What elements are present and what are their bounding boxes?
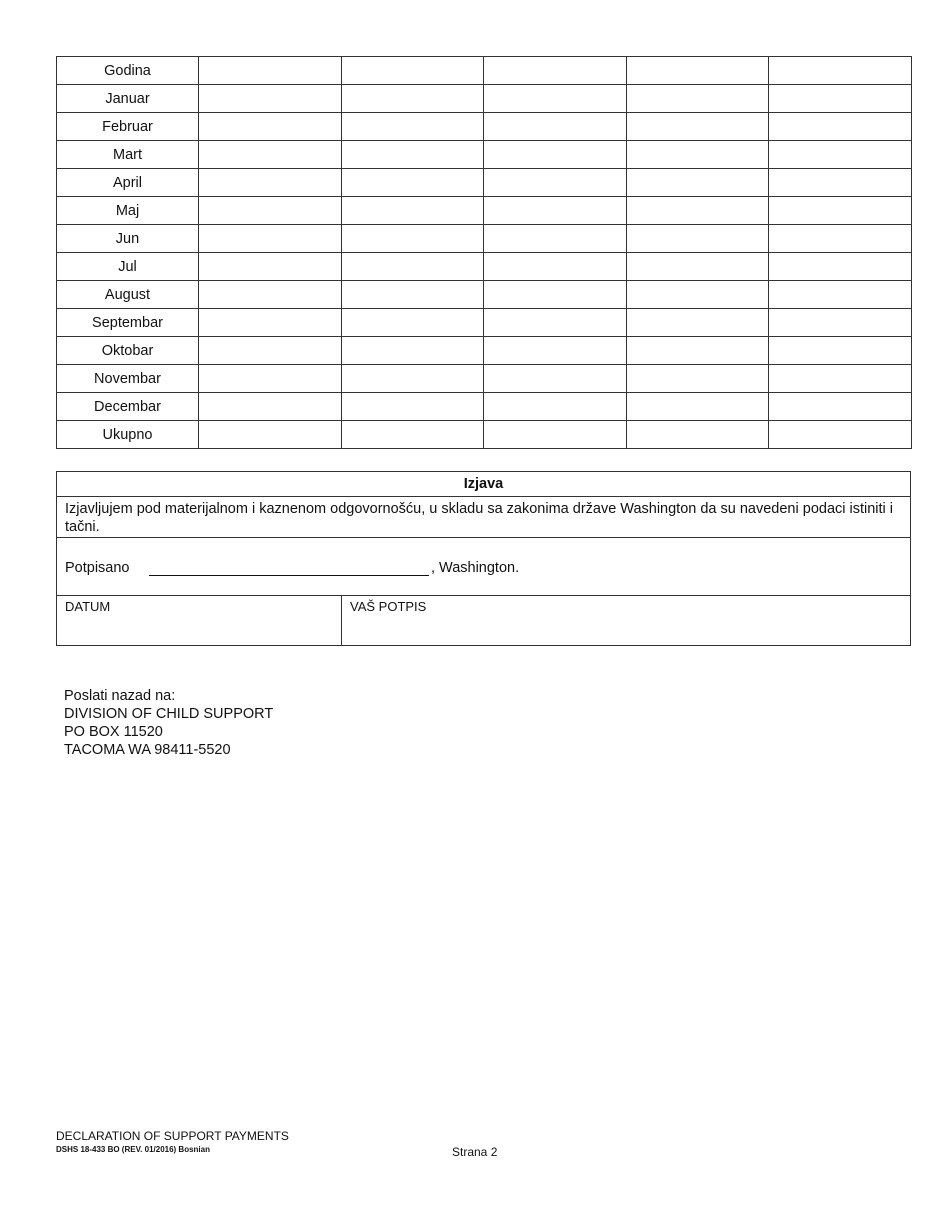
amount-cell[interactable] (626, 393, 769, 421)
amount-cell[interactable] (199, 421, 342, 449)
form-title: DECLARATION OF SUPPORT PAYMENTS (56, 1129, 289, 1143)
amount-cell[interactable] (484, 113, 627, 141)
row-label: Novembar (57, 365, 199, 393)
amount-cell[interactable] (341, 421, 484, 449)
amount-cell[interactable] (626, 421, 769, 449)
table-row (57, 393, 912, 421)
declaration-text: Izjavljujem pod materijalnom i kaznenom odgovornošću, u skladu sa zakonima države Washington da su navedeni podaci istiniti i tačni. (57, 497, 910, 538)
amount-cell[interactable] (626, 85, 769, 113)
amount-cell[interactable] (769, 337, 912, 365)
signature-row (57, 596, 910, 645)
row-label: April (57, 169, 199, 197)
table-row (57, 169, 912, 197)
row-label: Januar (57, 85, 199, 113)
amount-cell[interactable] (626, 113, 769, 141)
signed-location-row (57, 538, 910, 596)
amount-cell[interactable] (199, 141, 342, 169)
amount-cell[interactable] (484, 309, 627, 337)
table-row (57, 197, 912, 225)
signed-city-field[interactable] (149, 575, 429, 576)
row-label: Maj (57, 197, 199, 225)
form-code: DSHS 18-433 BO (REV. 01/2016) Bosnian (56, 1145, 210, 1154)
amount-cell[interactable] (341, 253, 484, 281)
amount-cell[interactable] (769, 309, 912, 337)
amount-cell[interactable] (199, 113, 342, 141)
return-address-heading: Poslati nazad na: (64, 688, 176, 704)
amount-cell[interactable] (199, 253, 342, 281)
row-label: August (57, 281, 199, 309)
amount-cell[interactable] (769, 169, 912, 197)
row-label: Mart (57, 141, 199, 169)
amount-cell[interactable] (626, 197, 769, 225)
amount-cell[interactable] (626, 57, 769, 85)
amount-cell[interactable] (484, 225, 627, 253)
table-row (57, 141, 912, 169)
amount-cell[interactable] (341, 141, 484, 169)
amount-cell[interactable] (769, 197, 912, 225)
payments-table-body (57, 57, 912, 449)
amount-cell[interactable] (484, 85, 627, 113)
row-label: Ukupno (57, 421, 199, 449)
amount-cell[interactable] (484, 365, 627, 393)
amount-cell[interactable] (484, 393, 627, 421)
row-label: Jul (57, 253, 199, 281)
row-label: Oktobar (57, 337, 199, 365)
amount-cell[interactable] (626, 281, 769, 309)
amount-cell[interactable] (484, 57, 627, 85)
declaration-title: Izjava (57, 472, 910, 497)
table-row (57, 365, 912, 393)
table-row (57, 57, 912, 85)
amount-cell[interactable] (626, 337, 769, 365)
table-row (57, 421, 912, 449)
amount-cell[interactable] (199, 365, 342, 393)
payments-table (56, 56, 912, 449)
amount-cell[interactable] (199, 337, 342, 365)
amount-cell[interactable] (484, 281, 627, 309)
amount-cell[interactable] (484, 141, 627, 169)
amount-cell[interactable] (626, 309, 769, 337)
form-footer (56, 1129, 289, 1157)
amount-cell[interactable] (341, 85, 484, 113)
amount-cell[interactable] (769, 141, 912, 169)
amount-cell[interactable] (341, 197, 484, 225)
amount-cell[interactable] (199, 309, 342, 337)
amount-cell[interactable] (341, 365, 484, 393)
table-row (57, 113, 912, 141)
amount-cell[interactable] (341, 57, 484, 85)
amount-cell[interactable] (626, 225, 769, 253)
amount-cell[interactable] (484, 197, 627, 225)
amount-cell[interactable] (341, 113, 484, 141)
amount-cell[interactable] (484, 253, 627, 281)
signed-state-text: , Washington. (431, 560, 520, 576)
amount-cell[interactable] (769, 57, 912, 85)
amount-cell[interactable] (341, 309, 484, 337)
table-row (57, 309, 912, 337)
amount-cell[interactable] (769, 113, 912, 141)
amount-cell[interactable] (769, 253, 912, 281)
row-label: Septembar (57, 309, 199, 337)
row-label: Decembar (57, 393, 199, 421)
signed-label: Potpisano (65, 560, 130, 576)
amount-cell[interactable] (341, 225, 484, 253)
amount-cell[interactable] (199, 57, 342, 85)
amount-cell[interactable] (341, 393, 484, 421)
amount-cell[interactable] (626, 141, 769, 169)
return-address (64, 687, 273, 759)
table-row (57, 253, 912, 281)
amount-cell[interactable] (484, 337, 627, 365)
row-label: Februar (57, 113, 199, 141)
return-address-line: PO BOX 11520 (64, 724, 163, 740)
amount-cell[interactable] (769, 365, 912, 393)
amount-cell[interactable] (769, 421, 912, 449)
return-address-line: TACOMA WA 98411-5520 (64, 742, 231, 758)
amount-cell[interactable] (626, 365, 769, 393)
declaration-box (56, 471, 911, 646)
amount-cell[interactable] (199, 197, 342, 225)
amount-cell[interactable] (769, 225, 912, 253)
amount-cell[interactable] (199, 225, 342, 253)
amount-cell[interactable] (341, 337, 484, 365)
amount-cell[interactable] (769, 281, 912, 309)
amount-cell[interactable] (199, 393, 342, 421)
table-row (57, 337, 912, 365)
amount-cell[interactable] (199, 281, 342, 309)
row-label: Godina (57, 57, 199, 85)
date-label: DATUM (65, 599, 111, 614)
amount-cell[interactable] (769, 85, 912, 113)
amount-cell[interactable] (341, 169, 484, 197)
table-row (57, 85, 912, 113)
row-label: Jun (57, 225, 199, 253)
signature-label: VAŠ POTPIS (350, 599, 427, 614)
return-address-line: DIVISION OF CHILD SUPPORT (64, 706, 274, 722)
page-number: Strana 2 (452, 1145, 498, 1159)
amount-cell[interactable] (769, 393, 912, 421)
table-row (57, 225, 912, 253)
amount-cell[interactable] (199, 169, 342, 197)
signature-field[interactable] (342, 596, 910, 645)
amount-cell[interactable] (199, 85, 342, 113)
date-field[interactable] (57, 596, 342, 645)
table-row (57, 281, 912, 309)
amount-cell[interactable] (484, 421, 627, 449)
amount-cell[interactable] (626, 253, 769, 281)
amount-cell[interactable] (341, 281, 484, 309)
amount-cell[interactable] (626, 169, 769, 197)
amount-cell[interactable] (484, 169, 627, 197)
